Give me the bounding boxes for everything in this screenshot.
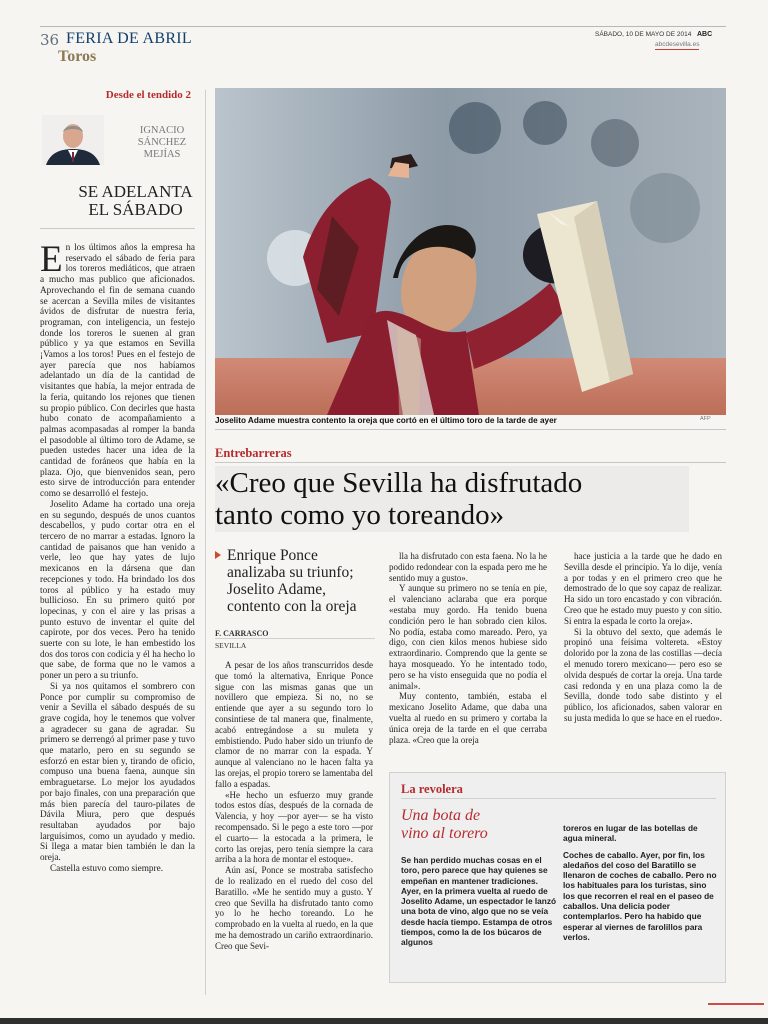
- box-paragraph: Coches de caballo. Ayer, por fin, los aledaños del coso del Baratillo se llenaron de coches de caballo. Pero no los habituales para los turistas, sino los que recorren el real en el paseo de caballos. Una delicia poder contemplarlos. Pero ha habido que esperar al viernes de farolillos para verlos.: [563, 849, 717, 942]
- opinion-paragraph: Si ya nos quitamos el sombrero con Ponce por cumplir su compromiso de venir a Sevilla el sábado después de su grave cogida, hoy le tenemos que volver a agradecer su gana de agradar. Su primero se derrengó al primer pase y tuvo que matarlo, pero en su segundo se esforzó en estar bien y, tirando de oficio, compuso una buena faena, aunque sin embraguetarse. Lo mejor los ayudados por bajo finales, con una preparación que más bien parecía del tauro-pilates de Dávila Miura, pero que después resultaban ayudados por bajo larguísimos, como un ayudado y medio. Si llega a matar bien también le dan la oreja.: [40, 681, 195, 864]
- photo-caption: Joselito Adame muestra contento la oreja que cortó en el último toro de la tarde de ayer: [215, 416, 557, 425]
- article-paragraph: Muy contento, también, estaba el mexicano Joselito Adame, que daba una vuelta al ruedo en su primero y cortaba la única oreja de la tarde en el que cerraba plaza. «Creo que la oreja: [389, 691, 547, 745]
- page-corner-mark: [708, 1003, 764, 1005]
- photo-credit: AFP: [700, 416, 711, 422]
- section-title: FERIA DE ABRIL: [66, 30, 192, 47]
- issue-date: SÁBADO, 10 DE MAYO DE 2014: [595, 31, 692, 38]
- opinion-paragraph: Castella estuvo como siempre.: [50, 863, 164, 874]
- article-column-3: [564, 551, 722, 724]
- opinion-title: [76, 183, 195, 219]
- author-name-line-2: SÁNCHEZ: [137, 137, 187, 148]
- header-rule: [40, 26, 726, 27]
- article-paragraph: hace justicia a la tarde que he dado en Sevilla desde el principio. Ya lo dije, venía a por todas y en el primero creo que he demostrado de lo que soy capaz de realizar. Ha sido un toro encastado y con vibración. Creo que he estado muy puesto y con sitio. Si entra la espada le corto la oreja».: [564, 551, 722, 626]
- author-name-line-1: IGNACIO: [139, 125, 185, 136]
- article-paragraph: lla ha disfrutado con esta faena. No la he podido redondear con la espada pero me he sentido muy a gusto».: [389, 551, 547, 583]
- article-column-2: [389, 551, 547, 745]
- revolera-box: [389, 772, 726, 983]
- opinion-paragraph: Joselito Adame ha cortado una oreja en su segundo, después de unos cuantos descabellos, y pudo cortar otra en el tercero de no marrar a estadas. Ignoro la cantidad de paisanos que han venido a verle, leo que hay yates de lujo mexicanos en la dársena que dan recepciones y todo. Ha brindado los dos toros al público y ha estado muy bullicioso. En su primero quitó por lopecinas, y con el aire y las prisas a punto estuvo de inventar el quite del capirote, por dos veces. Pero ha tenido suerte con su lote, le han embestido los dos dos toros con codicia y él ha hecho lo que sabe, de forma que no le vamos a poner un pero a su triunfo.: [40, 499, 195, 682]
- subsection-title: Toros: [58, 48, 97, 65]
- headline-line-1: «Creo que Sevilla ha disfrutado: [215, 467, 583, 499]
- box-kicker: La revolera: [401, 782, 463, 796]
- opinion-paragraph: [40, 239, 195, 500]
- box-title: Una bota de vino al torero: [401, 807, 488, 842]
- page-header: [0, 26, 768, 68]
- subtitle: Enrique Ponce analizaba su triunfo; Joselito Adame, contento con la oreja: [227, 547, 357, 615]
- article-paragraph: Aún así, Ponce se mostraba satisfecho de lo realizado en el ruedo del coso del Baratillo. «Me he sentido muy a gusto. Y creo que Sevilla ha disfrutado tanto como yo lo he hecho toreando. Lo he comprobado en la vuelta al ruedo, en la que me ha demostrado un cariño extraordinario. Creo que Sevi-: [215, 865, 373, 951]
- opinion-title-line-2: EL SÁBADO: [88, 200, 183, 219]
- author-box: [40, 107, 195, 165]
- author-photo: [42, 115, 104, 165]
- newspaper-logo: ABC: [697, 31, 713, 38]
- box-rule: [401, 798, 716, 799]
- dropcap: E: [40, 239, 63, 280]
- opinion-column: [40, 89, 195, 874]
- column-divider: [205, 90, 206, 995]
- bottom-rule: [0, 1018, 768, 1024]
- article-paragraph: A pesar de los años transcurridos desde que tomó la alternativa, Enrique Ponce sigue con las mismas ganas que un novillero que empieza. Si no, no se entiende que ayer a su segundo toro lo consintiese de tal manera que, finalmente, acabó entregándose a su muleta y embistiendo. Pudo haber sido un triunfo de clamor de no marrar con la espada. Y aunque al valenciano no le hacen falta ya las orejas, el propio torero se lamentaba del fallo a espadas.: [215, 660, 373, 789]
- interview-kicker: Entrebarreras: [215, 446, 292, 460]
- byline-rule: [215, 638, 375, 639]
- box-column-1: [401, 855, 557, 948]
- box-column-2: [563, 823, 719, 942]
- subtitle-arrow-icon: [215, 551, 221, 559]
- article-paragraph: Si la obtuvo del sexto, que además le propinó una feísima voltereta. «Estoy dolorido por la zona de las costillas —decía el menudo torero mexicano— pero eso se olvida después de cortar la oreja. Una tarde casi redonda y en una plaza como la de Sevilla, donde todo sabe distinto y el público, los aficionados, saben valorar en su justa medida lo que se hace en el ruedo».: [564, 626, 722, 723]
- article-paragraph: Y aunque su primero no se tenía en pie, el valenciano aclaraba que era porque «estaba muy gordo. Ha tenido buena condición pero le han sobrado cien kilos. No podía, estaba como mareado. Pero, ya digo, con cien kilos menos hubiese sido extraordinario. Comprendo que la gente se haya mosqueado. Yo he intentado todo, pero se ha visto enseguida que no podía el animal».: [389, 583, 547, 691]
- website-link[interactable]: abcdesevilla.es: [655, 41, 700, 48]
- kicker-rule: [215, 462, 726, 463]
- opinion-body: [40, 239, 195, 874]
- opinion-kicker: Desde el tendido 2: [105, 89, 191, 101]
- headline-line-2: tanto como yo toreando»: [215, 499, 505, 531]
- bullfighter-photo: [215, 88, 726, 415]
- box-paragraph: Se han perdido muchas cosas en el toro, pero parece que hay quienes se empeñan en mantener tradiciones. Ayer, en la primera vuelta al ruedo de Joselito Adame, un espectador le lanzó una bota de vino, algo que no se veía desde hacía tiempo. Estampa de otros tiempos, como la de los búcaros de algunos: [401, 855, 557, 948]
- article-paragraph: «He hecho un esfuerzo muy grande todos estos días, después de la cornada de Valencia, y hoy —por ayer— se ha visto recompensado. Si le pego a este toro —por el cuarto— la estocada a la primera, le corto las orejas, pero tenía siempre la cara arriba a la hora de montar el estoque».: [215, 789, 373, 865]
- headline: [215, 466, 689, 532]
- author-name: [132, 125, 192, 161]
- opinion-title-line-1: SE ADELANTA: [78, 182, 193, 201]
- dateline-city: SEVILLA: [215, 641, 247, 650]
- opinion-paragraph-text: n los últimos años la empresa ha reservado el sábado de feria para los toreros mediáticos, que atraen a mucho mas publico que aficionados. Aprovechando el fin de semana cuando se acercan a Sevilla miles de visitantes ávidos de disfrutar de nuestra feria, programan, con inteligencia, un festejo donde los toreros le suenen al gran público y ya que estamos en Sevilla ¡Vamos a los toros! Pues en el festejo de ayer parecía que nos habíamos adelantado un día de la cantidad de visitantes que había, la mejor entrada de la feria, quitando los rejones que tienen su propio público. Con decirles que hasta hubo conato de acompañamiento a palmas acompasadas al romper la banda el pasodoble al último toro de Adame, se pueden ustedes hacer una idea de la cantidad de foráneos que había en la plaza. Ojo, que bienvenidos sean, pero esto sirve de introducción para entender como se desarrolló el festejo.: [40, 243, 195, 500]
- box-paragraph: toreros en lugar de las botellas de agua mineral.: [563, 823, 698, 844]
- byline: F. CARRASCO: [215, 629, 269, 638]
- article-column-1: [215, 660, 373, 952]
- author-name-line-3: MEJÍAS: [143, 149, 181, 160]
- caption-rule: [215, 429, 726, 430]
- opinion-title-rule: [40, 228, 195, 229]
- page-number: 36: [40, 31, 60, 49]
